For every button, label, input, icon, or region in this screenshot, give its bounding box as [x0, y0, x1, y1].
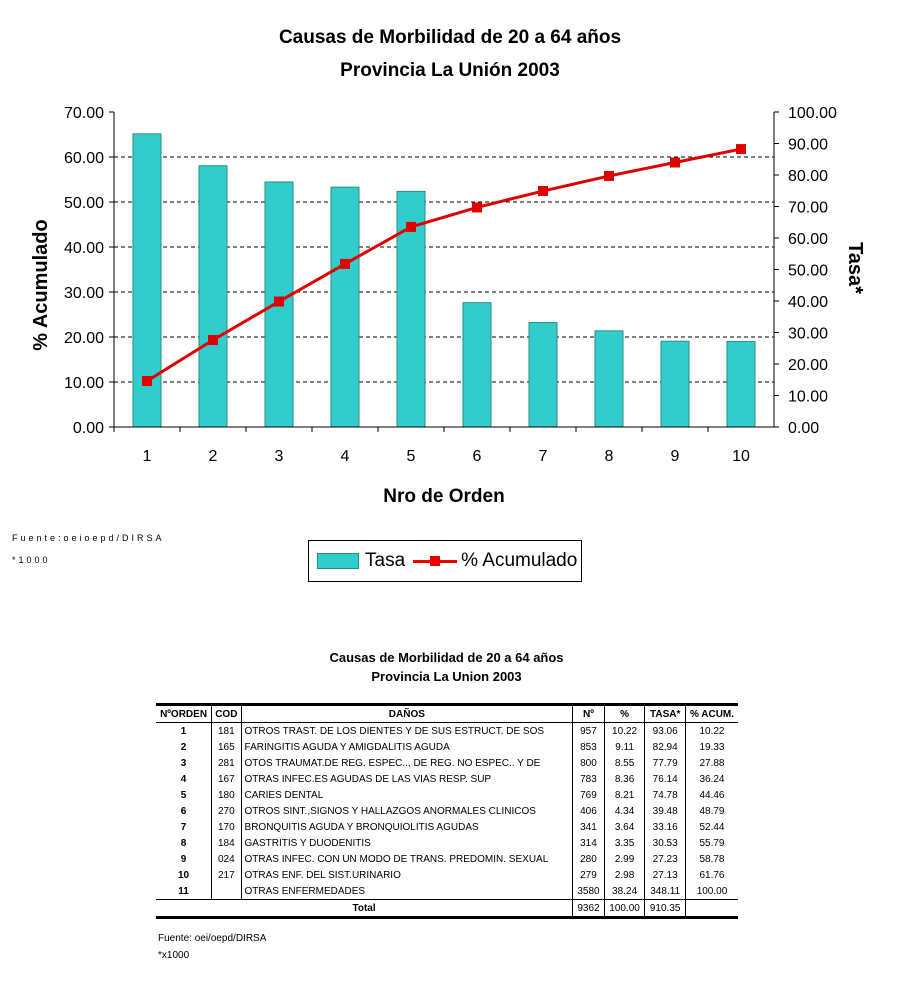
table-cell: 44.46	[685, 787, 738, 803]
x-tick-label: 5	[406, 448, 416, 465]
chart-note: *1000	[12, 555, 51, 565]
table-row	[156, 867, 738, 883]
table-cell: 10	[178, 869, 190, 881]
table-cell: 7	[180, 821, 187, 833]
x-tick-label: 2	[208, 448, 218, 465]
table-cell: 27.23	[645, 851, 686, 867]
table-row	[156, 739, 738, 755]
table-cell: 341	[573, 819, 605, 835]
column-header: %	[604, 705, 645, 723]
table-cell: 10.22	[685, 723, 738, 740]
table-row	[156, 803, 738, 819]
y-axis-label-left: % Acumulado	[30, 219, 52, 351]
table-cell: 9	[180, 853, 187, 865]
y-tick-left: 50.00	[63, 195, 104, 212]
table-cell: OTROS TRAST. DE LOS DIENTES Y DE SUS ESTRUCT. DE SOS	[241, 723, 573, 740]
table-cell: 8.21	[604, 787, 645, 803]
y-tick-left: 40.00	[63, 240, 104, 257]
table-cell: 6	[180, 805, 187, 817]
x-tick-label: 6	[472, 448, 482, 465]
legend-label-tasa: Tasa	[365, 550, 406, 571]
table-cell: 957	[573, 723, 605, 740]
table-row	[156, 787, 738, 803]
column-header: NºORDEN	[156, 705, 212, 723]
table-cell: 217	[212, 867, 241, 883]
table-cell: 406	[573, 803, 605, 819]
chart-title: Causas de Morbilidad de 20 a 64 años	[278, 27, 622, 48]
table-cell: 180	[212, 787, 241, 803]
y-tick-right: 20.00	[788, 357, 829, 374]
column-header: COD	[212, 705, 241, 723]
chart-legend	[308, 540, 582, 582]
bar-tasa	[661, 341, 689, 427]
table-cell: 2.99	[604, 851, 645, 867]
table-cell: 76.14	[645, 771, 686, 787]
table-cell: 181	[212, 723, 241, 740]
table-cell: 024	[212, 851, 241, 867]
table-cell: 74.78	[645, 787, 686, 803]
table-cell: 3580	[573, 883, 605, 900]
table-row	[156, 851, 738, 867]
table-cell: 2	[180, 741, 187, 753]
table-cell: 270	[212, 803, 241, 819]
table-row	[156, 771, 738, 787]
y-tick-left: 0.00	[72, 420, 104, 437]
y-tick-left: 30.00	[63, 285, 104, 302]
point-acumulado	[736, 144, 746, 154]
table-source: Fuente: oei/oepd/DIRSA	[158, 933, 267, 944]
table-cell: 4.34	[604, 803, 645, 819]
table-cell: FARINGITIS AGUDA Y AMIGDALITIS AGUDA	[241, 739, 573, 755]
y-tick-right: 60.00	[788, 231, 829, 248]
table-row	[156, 755, 738, 771]
chart-subtitle: Provincia La Unión 2003	[340, 60, 560, 81]
table-row	[156, 835, 738, 851]
table-cell: OTRAS INFEC. CON UN MODO DE TRANS. PREDOMIN. SEXUAL	[241, 851, 573, 867]
table-cell: 800	[573, 755, 605, 771]
bar-tasa	[331, 187, 359, 427]
table-cell: 314	[573, 835, 605, 851]
bar-tasa	[595, 331, 623, 427]
column-header: Nº	[573, 705, 605, 723]
table-cell: 281	[212, 755, 241, 771]
table-cell: 8.55	[604, 755, 645, 771]
table-row	[156, 883, 738, 900]
bar-tasa	[727, 342, 755, 427]
x-tick-label: 4	[340, 448, 350, 465]
x-tick-label: 8	[604, 448, 614, 465]
point-acumulado	[208, 335, 218, 345]
table-cell: OTRAS ENFERMEDADES	[241, 883, 573, 900]
point-acumulado	[538, 186, 548, 196]
point-acumulado	[406, 222, 416, 232]
table-cell: 3.35	[604, 835, 645, 851]
point-acumulado	[340, 259, 350, 269]
point-acumulado	[274, 297, 284, 307]
legend-swatch-tasa	[317, 553, 359, 569]
table-cell: 38.24	[604, 883, 645, 900]
table-cell: 8	[180, 837, 187, 849]
y-tick-right: 100.00	[788, 105, 837, 122]
table-cell: 4	[180, 773, 187, 785]
table-cell: 48.79	[685, 803, 738, 819]
table-note: *x1000	[158, 950, 190, 961]
total-n: 9362	[573, 900, 605, 918]
table-cell: 82.94	[645, 739, 686, 755]
x-tick-label: 10	[732, 448, 750, 465]
table-cell: 55.79	[685, 835, 738, 851]
table-cell: 52.44	[685, 819, 738, 835]
column-header: % ACUM.	[685, 705, 738, 723]
morbidity-table	[156, 703, 738, 919]
table-cell: 77.79	[645, 755, 686, 771]
table-cell: GASTRITIS Y DUODENITIS	[241, 835, 573, 851]
table-cell: BRONQUITIS AGUDA Y BRONQUIOLITIS AGUDAS	[241, 819, 573, 835]
table-cell: OTRAS ENF. DEL SIST.URINARIO	[241, 867, 573, 883]
table-cell: 783	[573, 771, 605, 787]
table-row	[156, 819, 738, 835]
bar-tasa	[199, 166, 227, 427]
table-cell: 3.64	[604, 819, 645, 835]
table-cell: 30.53	[645, 835, 686, 851]
x-tick-label: 9	[670, 448, 680, 465]
table-cell: OTRAS INFEC.ES AGUDAS DE LAS VIAS RESP. SUP	[241, 771, 573, 787]
table-subtitle: Provincia La Union 2003	[371, 669, 522, 684]
y-tick-left: 10.00	[63, 375, 104, 392]
table-cell: 3	[180, 757, 187, 769]
legend-swatch-acumulado	[413, 560, 457, 563]
table-cell: 61.76	[685, 867, 738, 883]
total-label: Total	[156, 900, 573, 918]
point-acumulado	[142, 376, 152, 386]
x-axis-label: Nro de Orden	[383, 486, 505, 507]
total-row	[156, 900, 738, 918]
table-cell: 348.11	[645, 883, 686, 900]
table-cell: 39.48	[645, 803, 686, 819]
table-cell: 19.33	[685, 739, 738, 755]
column-header: DAÑOS	[241, 705, 573, 723]
bar-tasa	[463, 303, 491, 427]
y-tick-right: 40.00	[788, 294, 829, 311]
table-cell: 27.13	[645, 867, 686, 883]
table-cell: 33.16	[645, 819, 686, 835]
table-cell: 769	[573, 787, 605, 803]
y-tick-right: 30.00	[788, 325, 829, 343]
bar-tasa	[529, 323, 557, 427]
table-cell: OTOS TRAUMAT.DE REG. ESPEC.., DE REG. NO ESPEC.. Y DE	[241, 755, 573, 771]
column-header: TASA*	[645, 705, 686, 723]
legend-label-acumulado: % Acumulado	[461, 550, 578, 571]
point-acumulado	[604, 171, 614, 181]
x-tick-label: 7	[538, 448, 548, 465]
table-cell: 279	[573, 867, 605, 883]
y-tick-right: 10.00	[788, 388, 829, 406]
table-cell: 170	[212, 819, 241, 835]
table-cell: 10.22	[604, 723, 645, 740]
table-cell: 9.11	[604, 739, 645, 755]
point-acumulado	[670, 157, 680, 167]
table-cell	[212, 883, 241, 900]
y-tick-right: 70.00	[788, 199, 829, 217]
y-axis-label-right: Tasa*	[844, 242, 866, 294]
x-tick-label: 1	[142, 448, 152, 465]
table-cell: 27.88	[685, 755, 738, 771]
table-row	[156, 723, 738, 740]
table-cell: 1	[180, 725, 187, 737]
total-acum	[685, 900, 738, 918]
table-title: Causas de Morbilidad de 20 a 64 años	[329, 650, 564, 665]
table-cell: CARIES DENTAL	[241, 787, 573, 803]
table-cell: 5	[180, 789, 187, 801]
line-acumulado	[147, 149, 741, 381]
table-cell: 2.98	[604, 867, 645, 883]
y-tick-left: 70.00	[63, 105, 104, 122]
y-tick-right: 50.00	[788, 262, 829, 280]
total-tasa: 910.35	[645, 900, 686, 918]
table-cell: 853	[573, 739, 605, 755]
y-tick-right: 90.00	[788, 136, 829, 154]
table-cell: 36.24	[685, 771, 738, 787]
y-tick-right: 80.00	[788, 168, 829, 185]
table-cell: 93.06	[645, 723, 686, 740]
table-cell: 280	[573, 851, 605, 867]
y-tick-left: 20.00	[63, 330, 104, 347]
table-cell: 167	[212, 771, 241, 787]
total-pct: 100.00	[604, 900, 645, 918]
table-cell: 11	[178, 885, 189, 897]
table-cell: 100.00	[685, 883, 738, 900]
table-cell: 165	[212, 739, 241, 755]
table-cell: OTROS SINT.,SIGNOS Y HALLAZGOS ANORMALES CLINICOS	[241, 803, 573, 819]
table-cell: 184	[212, 835, 241, 851]
table-cell: 8.36	[604, 771, 645, 787]
point-acumulado	[472, 202, 482, 212]
chart-source: Fuente:oeioepd/DIRSA	[12, 533, 165, 543]
x-tick-label: 3	[274, 448, 284, 465]
table-cell: 58.78	[685, 851, 738, 867]
y-tick-right: 0.00	[788, 420, 820, 437]
y-tick-left: 60.00	[63, 150, 104, 167]
